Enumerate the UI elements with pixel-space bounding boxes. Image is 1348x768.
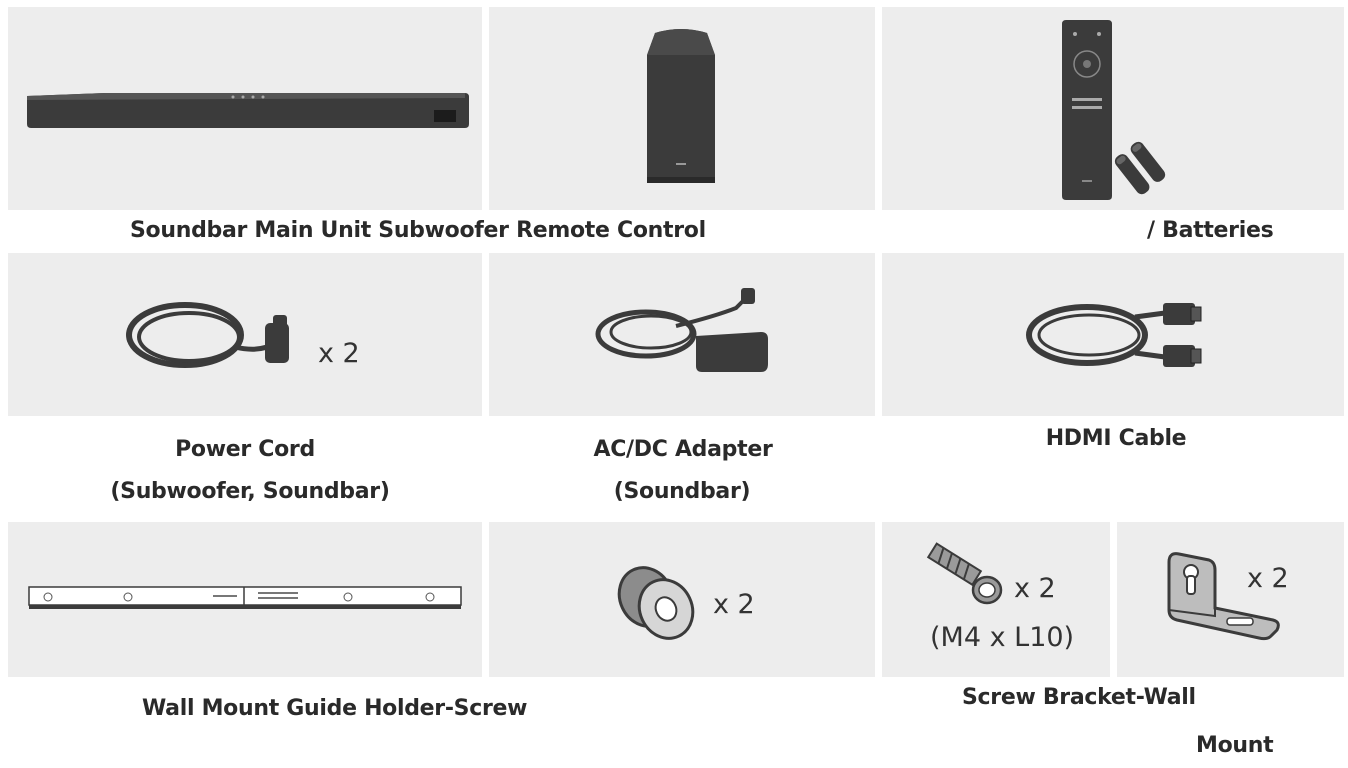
row1-left-caption: Soundbar Main Unit Subwoofer Remote Control: [130, 218, 706, 243]
bracket-quantity: x 2: [1247, 563, 1289, 594]
subwoofer-icon: [645, 27, 717, 185]
row3-right-caption-line2: Mount: [1196, 733, 1274, 758]
power-cord-quantity: x 2: [318, 338, 360, 369]
power-cord-caption-line2: (Subwoofer, Soundbar): [110, 479, 390, 504]
adapter-caption-line1: AC/DC Adapter: [593, 437, 773, 462]
screw-icon: [924, 540, 1006, 605]
adapter-icon: [596, 286, 776, 376]
row3-left-caption: Wall Mount Guide Holder-Screw: [142, 696, 528, 721]
wall-mount-guide-icon: [28, 586, 462, 612]
tile-remote: [882, 7, 1344, 210]
holder-screw-quantity: x 2: [713, 589, 755, 620]
soundbar-icon: [25, 88, 470, 133]
adapter-caption-line2: (Soundbar): [613, 479, 751, 504]
power-cord-icon: [125, 295, 300, 375]
screw-spec: (M4 x L10): [930, 622, 1075, 653]
power-cord-caption-line1: Power Cord: [175, 437, 315, 462]
holder-screw-icon: [614, 565, 699, 640]
hdmi-cable-icon: [1025, 295, 1210, 375]
row3-right-caption-line1: Screw Bracket-Wall: [962, 685, 1196, 710]
batteries-icon: [1114, 140, 1169, 192]
row1-right-caption: / Batteries: [1147, 218, 1274, 243]
hdmi-caption: HDMI Cable: [1045, 426, 1187, 451]
screw-quantity: x 2: [1014, 573, 1056, 604]
remote-control-icon: [1062, 20, 1112, 200]
